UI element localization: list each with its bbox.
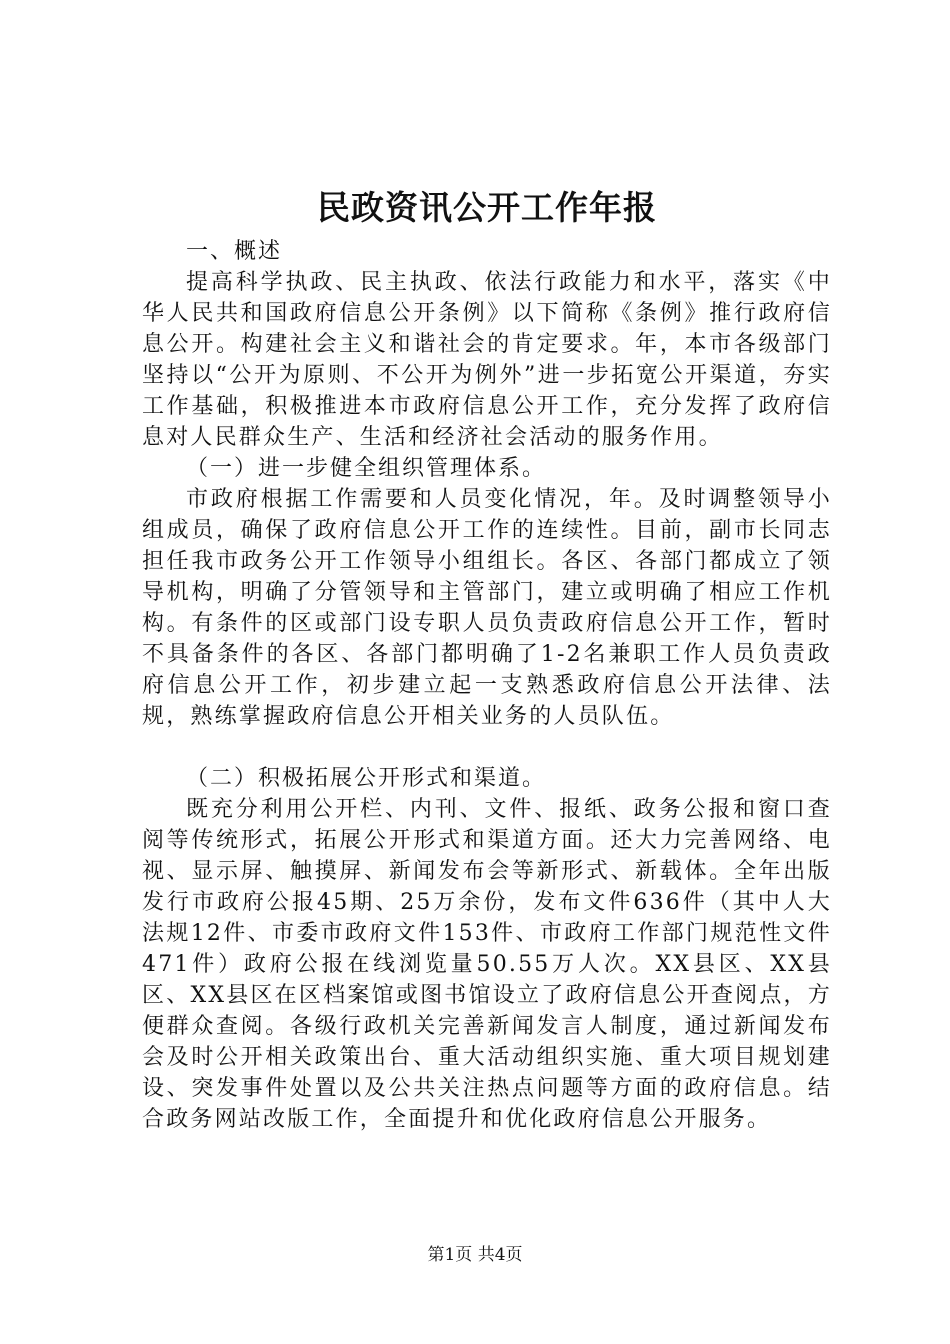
subsection-paragraph-organization: 市政府根据工作需要和人员变化情况，年。及时调整领导小组成员，确保了政府信息公开工作的连续性。目前，副市长同志担任我市政务公开工作领导小组组长。各区、各部门都成立了领导机构，明确了分管领导和主管部门，建立或明确了相应工作机构。有条件的区或部门设专职人员负责政府信息公开工作，暂时不具备条件的各区、各部门都明确了1-2名兼职工作人员负责政府信息公开工作，初步建立起一支熟悉政府信息公开法律、法规，熟练掌握政府信息公开相关业务的人员队伍。 bbox=[142, 487, 832, 729]
subsection-heading-channels: （二）积极拓展公开形式和渠道。 bbox=[186, 766, 547, 791]
section-paragraph-overview: 提高科学执政、民主执政、依法行政能力和水平，落实《中华人民共和国政府信息公开条例》以下简称《条例》推行政府信息公开。构建社会主义和谐社会的肯定要求。年，本市各级部门坚持以“公开为原则、不公开为例外”进一步拓宽公开渠道，夯实工作基础，积极推进本市政府信息公开工作，充分发挥了政府信息对人民群众生产、生活和经济社会活动的服务作用。 bbox=[142, 270, 832, 450]
section-heading-overview: 一、概述 bbox=[186, 239, 283, 264]
subsection-heading-organization: （一）进一步健全组织管理体系。 bbox=[186, 456, 547, 481]
document-title: 民政资讯公开工作年报 bbox=[317, 188, 657, 227]
page-footer: 第1页 共4页 bbox=[427, 1245, 523, 1265]
paragraph-spacer bbox=[142, 732, 832, 763]
document-body bbox=[142, 180, 832, 1135]
subsection-paragraph-channels: 既充分利用公开栏、内刊、文件、报纸、政务公报和窗口查阅等传统形式，拓展公开形式和渠道方面。还大力完善网络、电视、显示屏、触摸屏、新闻发布会等新形式、新载体。全年出版发行市政府公报45期、25万余份，发布文件636件（其中人大法规12件、市委市政府文件153件、市政府工作部门规范性文件471件）政府公报在线浏览量50.55万人次。XX县区、XX县区、XX县区在区档案馆或图书馆设立了政府信息公开查阅点，方便群众查阅。各级行政机关完善新闻发言人制度，通过新闻发布会及时公开相关政策出台、重大活动组织实施、重大项目规划建设、突发事件处置以及公共关注热点问题等方面的政府信息。结合政务网站改版工作，全面提升和优化政府信息公开服务。 bbox=[142, 797, 832, 1132]
